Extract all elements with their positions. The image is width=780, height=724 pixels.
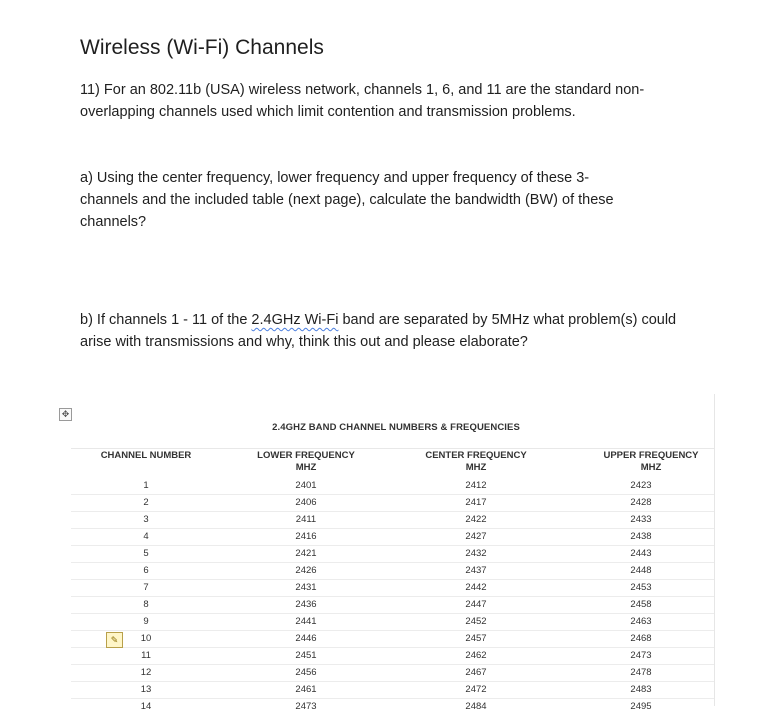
table-row <box>71 511 714 528</box>
question-b-text-start: b) If channels 1 - 11 of the <box>80 312 252 328</box>
cell-upper: 2453 <box>630 582 652 593</box>
cell-center: 2484 <box>465 701 487 712</box>
table-row <box>71 478 714 494</box>
cell-center: 2467 <box>465 667 487 678</box>
cell-lower: 2431 <box>295 582 317 593</box>
header-upper-frequency <box>576 450 726 474</box>
table-title: 2.4GHZ BAND CHANNEL NUMBERS & FREQUENCIES <box>272 422 520 433</box>
table-row <box>71 545 714 562</box>
cell-channel: 10 <box>140 633 152 644</box>
cell-upper: 2468 <box>630 633 652 644</box>
cell-upper: 2423 <box>630 480 652 491</box>
header-line: LOWER FREQUENCY <box>257 450 355 461</box>
cell-channel: 12 <box>140 667 152 678</box>
cell-lower: 2426 <box>295 565 317 576</box>
cell-channel: 6 <box>143 565 149 576</box>
cell-lower: 2441 <box>295 616 317 627</box>
table-row <box>71 698 714 715</box>
cell-center: 2457 <box>465 633 487 644</box>
cell-lower: 2451 <box>295 650 317 661</box>
cell-center: 2462 <box>465 650 487 661</box>
cell-lower: 2436 <box>295 599 317 610</box>
cell-channel: 14 <box>140 701 152 712</box>
cell-center: 2472 <box>465 684 487 695</box>
cell-lower: 2406 <box>295 497 317 508</box>
cell-upper: 2483 <box>630 684 652 695</box>
table-move-handle-icon[interactable]: ✥ <box>59 408 72 421</box>
cell-channel: 2 <box>143 497 149 508</box>
table-row <box>71 596 714 613</box>
cell-center: 2432 <box>465 548 487 559</box>
cell-center: 2427 <box>465 531 487 542</box>
cell-lower: 2461 <box>295 684 317 695</box>
cell-channel: 9 <box>143 616 149 627</box>
cell-upper: 2463 <box>630 616 652 627</box>
cell-lower: 2411 <box>295 514 317 525</box>
cell-channel: 3 <box>143 514 149 525</box>
spellcheck-flagged-text[interactable]: 2.4GHz Wi-Fi <box>251 312 339 328</box>
cell-upper: 2448 <box>630 565 652 576</box>
page-title: Wireless (Wi-Fi) Channels <box>80 36 324 59</box>
frequency-table <box>71 394 715 712</box>
cell-lower: 2421 <box>295 548 317 559</box>
cell-lower: 2456 <box>295 667 317 678</box>
question-b <box>80 309 690 353</box>
cell-upper: 2433 <box>630 514 652 525</box>
cell-channel: 4 <box>143 531 149 542</box>
cell-center: 2442 <box>465 582 487 593</box>
table-row <box>71 494 714 511</box>
cell-center: 2452 <box>465 616 487 627</box>
question-11: 11) For an 802.11b (USA) wireless network, channels 1, 6, and 11 are the standard non-overlapping channels used which limit contention and transmission problems. <box>80 82 645 120</box>
cell-upper: 2478 <box>630 667 652 678</box>
cell-upper: 2438 <box>630 531 652 542</box>
header-unit: MHZ <box>465 462 487 473</box>
cell-upper: 2473 <box>630 650 652 661</box>
cell-channel: 13 <box>140 684 152 695</box>
cell-upper: 2443 <box>630 548 652 559</box>
cell-upper: 2495 <box>630 701 652 712</box>
cell-center: 2412 <box>465 480 487 491</box>
cell-channel: 7 <box>143 582 149 593</box>
header-line: CENTER FREQUENCY <box>425 450 527 461</box>
cell-center: 2447 <box>465 599 487 610</box>
table-row <box>71 562 714 579</box>
cell-lower: 2416 <box>295 531 317 542</box>
header-line: CHANNEL NUMBER <box>100 450 192 461</box>
cell-center: 2437 <box>465 565 487 576</box>
sticky-note-icon[interactable]: ✎ <box>106 632 123 648</box>
header-unit: MHZ <box>640 462 662 473</box>
cell-lower: 2473 <box>295 701 317 712</box>
header-line: UPPER FREQUENCY <box>603 450 699 461</box>
cell-lower: 2446 <box>295 633 317 644</box>
cell-channel: 1 <box>143 480 149 491</box>
header-center-frequency <box>401 450 551 474</box>
table-row <box>71 579 714 596</box>
cell-center: 2422 <box>465 514 487 525</box>
question-b-text-end: band are separated by 5MHz what problem(s) could arise with transmissions and why, think this out and please elaborate? <box>80 312 677 350</box>
table-divider <box>71 448 714 449</box>
cell-upper: 2428 <box>630 497 652 508</box>
table-row <box>71 528 714 545</box>
table-body <box>71 478 714 715</box>
table-row <box>71 681 714 698</box>
table-row <box>71 613 714 630</box>
table-row <box>71 630 714 647</box>
cell-center: 2417 <box>465 497 487 508</box>
table-row <box>71 647 714 664</box>
header-lower-frequency <box>231 450 381 474</box>
table-row <box>71 664 714 681</box>
header-channel-number <box>81 450 211 462</box>
question-a: a) Using the center frequency, lower frequency and upper frequency of these 3-channels and the included table (next page), calculate the bandwidth (BW) of these channels? <box>80 170 614 230</box>
header-unit: MHZ <box>295 462 317 473</box>
cell-channel: 8 <box>143 599 149 610</box>
cell-lower: 2401 <box>295 480 317 491</box>
cell-upper: 2458 <box>630 599 652 610</box>
cell-channel: 5 <box>143 548 149 559</box>
cell-channel: 11 <box>141 650 151 661</box>
